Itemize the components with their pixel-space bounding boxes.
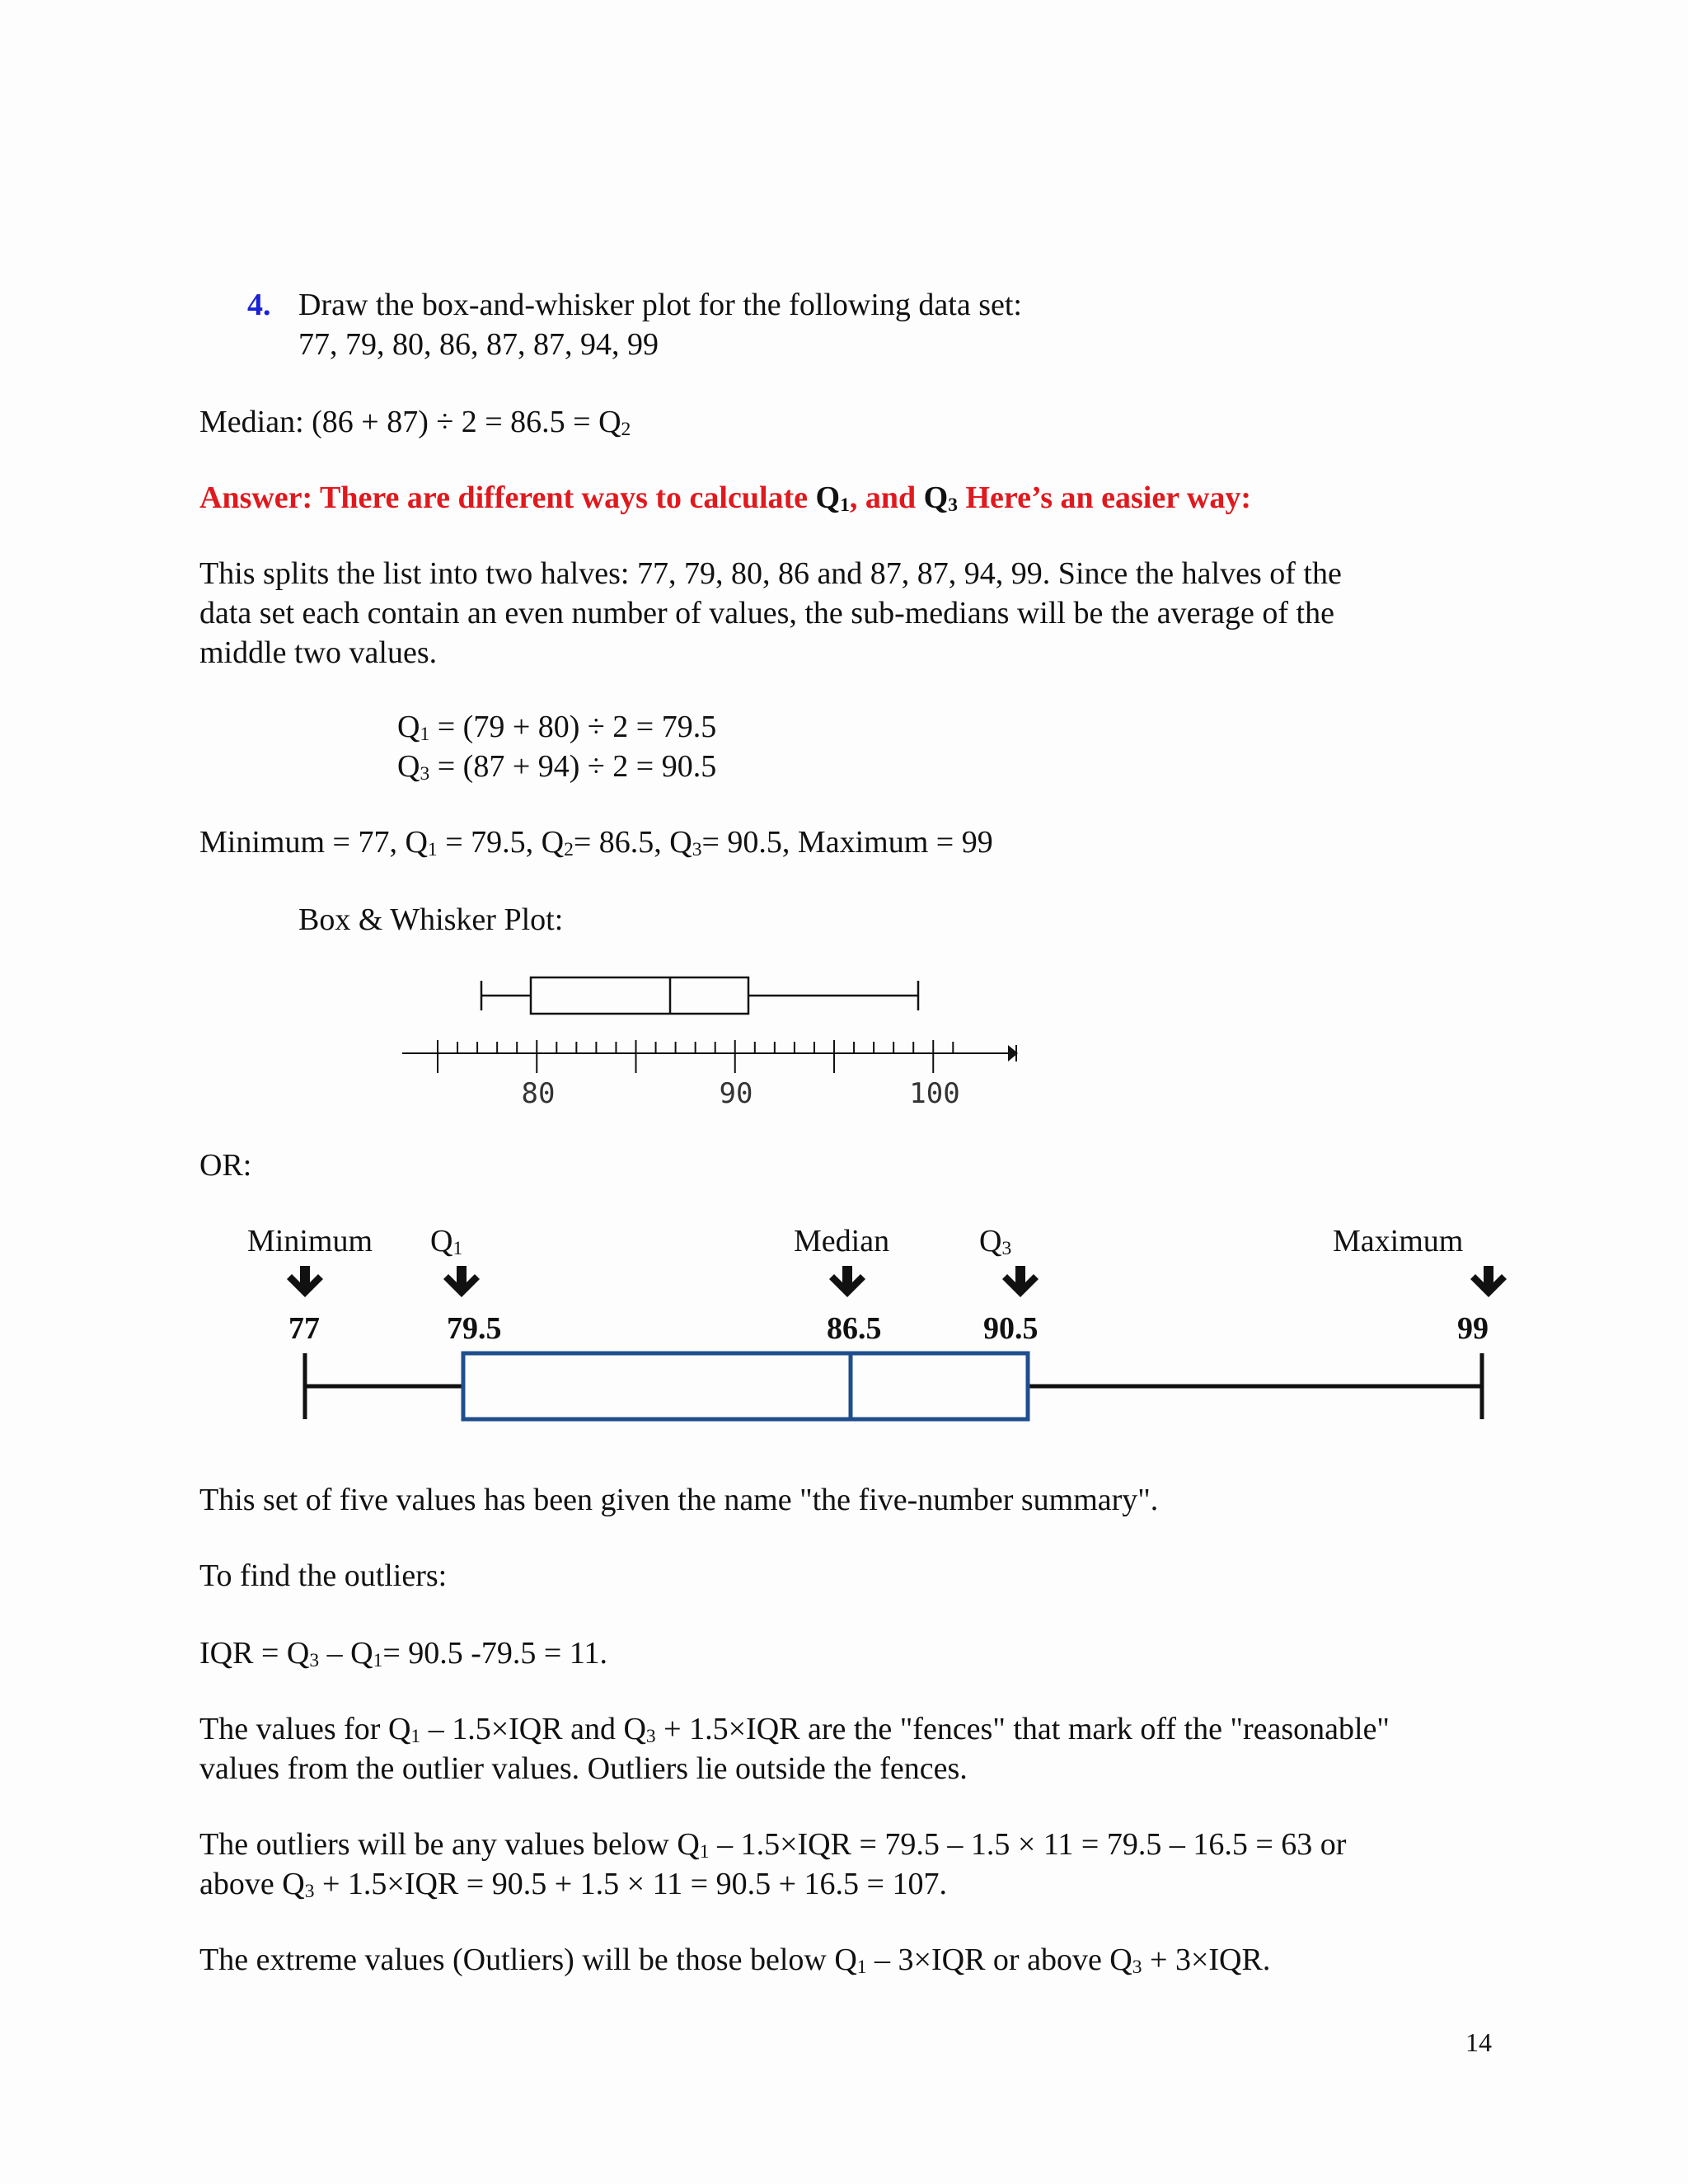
- axis-ticks: [438, 1040, 953, 1073]
- extreme-values: The extreme values (Outliers) will be those below $Q_1 - 3\times IQR$ or above $Q_3 + 3\times IQR$.: [199, 1943, 1271, 1979]
- q1-formula: $Q_1 = (79 + 80) \div 2 = 79.5$: [397, 710, 717, 746]
- tick-label-80: 80: [521, 1077, 556, 1110]
- value-q3: 90.5: [983, 1311, 1039, 1346]
- arrow-down-icon: [443, 1266, 480, 1297]
- value-q1: 79.5: [447, 1311, 502, 1346]
- value-minimum: 77: [288, 1311, 320, 1346]
- iqr-line: IQR = $Q_3 - Q_1= 90.5$ -79.5 = 11.: [199, 1636, 607, 1672]
- label-maximum: Maximum: [1333, 1224, 1464, 1258]
- axis-tick-labels: [522, 1077, 960, 1110]
- label-minimum: Minimum: [247, 1224, 373, 1258]
- page-number: 14: [1465, 2027, 1492, 2057]
- question-data: 77, 79, 80, 86, 87, 87, 94, 99: [298, 327, 659, 362]
- label-median: Median: [794, 1224, 890, 1258]
- arrow-down-icon: [1470, 1266, 1507, 1297]
- arrow-down-icon: [1002, 1266, 1039, 1297]
- split-paragraph: This splits the list into two halves: 77, 79, 80, 86 and 87, 87, 94, 99. Since the halves of the data set each contain an even number of values, the sub-medians will be the average of the middle two values.: [199, 556, 1342, 670]
- tick-label-100: 100: [909, 1077, 960, 1110]
- outliers-intro: To find the outliers:: [199, 1558, 448, 1593]
- median-line: Median: $(86 + 87) \div 2 = 86.5 = Q_2$: [199, 405, 631, 441]
- outlier-calculation: The outliers will be any values below $Q_1 - 1.5\times IQR = 79.5 - 1.5 \times 11 = 79.5 - 16.5 = 63$ or above $Q_3 + 1.5\times IQR = 90.5 + 1.5 \times 11 = 90.5 + 16.5 = 107$.: [199, 1827, 1347, 1903]
- five-number-text: This set of five values has been given the name "the five-number summary".: [199, 1483, 1159, 1517]
- box-whisker-plot: [396, 964, 1030, 1121]
- label-q1: $Q_1$: [430, 1224, 463, 1260]
- arrow-down-icon: [829, 1266, 865, 1297]
- q3-formula: $Q_3 = (87 + 94) \div 2 = 90.5$: [397, 749, 717, 785]
- question-prompt: Draw the box-and-whisker plot for the following data set:: [298, 288, 1022, 322]
- plot-title: Box & Whisker Plot:: [298, 902, 564, 937]
- value-median: 86.5: [827, 1311, 882, 1346]
- label-q3: $Q_3$: [979, 1224, 1012, 1260]
- arrow-down-icon: [287, 1266, 323, 1297]
- answer-heading: Answer: There are different ways to calculate $Q_1$, and $Q_3$ Here’s an easier way:: [199, 480, 1251, 517]
- value-maximum: 99: [1457, 1311, 1489, 1346]
- question-number: 4.: [247, 288, 271, 322]
- or-label: OR:: [199, 1148, 252, 1183]
- box: [531, 977, 748, 1014]
- diagram-box: [463, 1353, 1028, 1419]
- fences-paragraph: The values for $Q_1 - 1.5\times IQR$ and $Q_3 + 1.5\times IQR$ are the "fences" that mark off the "reasonable" values from the outlier values. Outliers lie outside the fences.: [199, 1712, 1390, 1786]
- summary-line: Minimum = 77, $Q_1 = 79.5$, $Q_2= 86.5$, $Q_3= 90.5$, Maximum = 99: [199, 825, 993, 861]
- tick-label-90: 90: [719, 1077, 753, 1110]
